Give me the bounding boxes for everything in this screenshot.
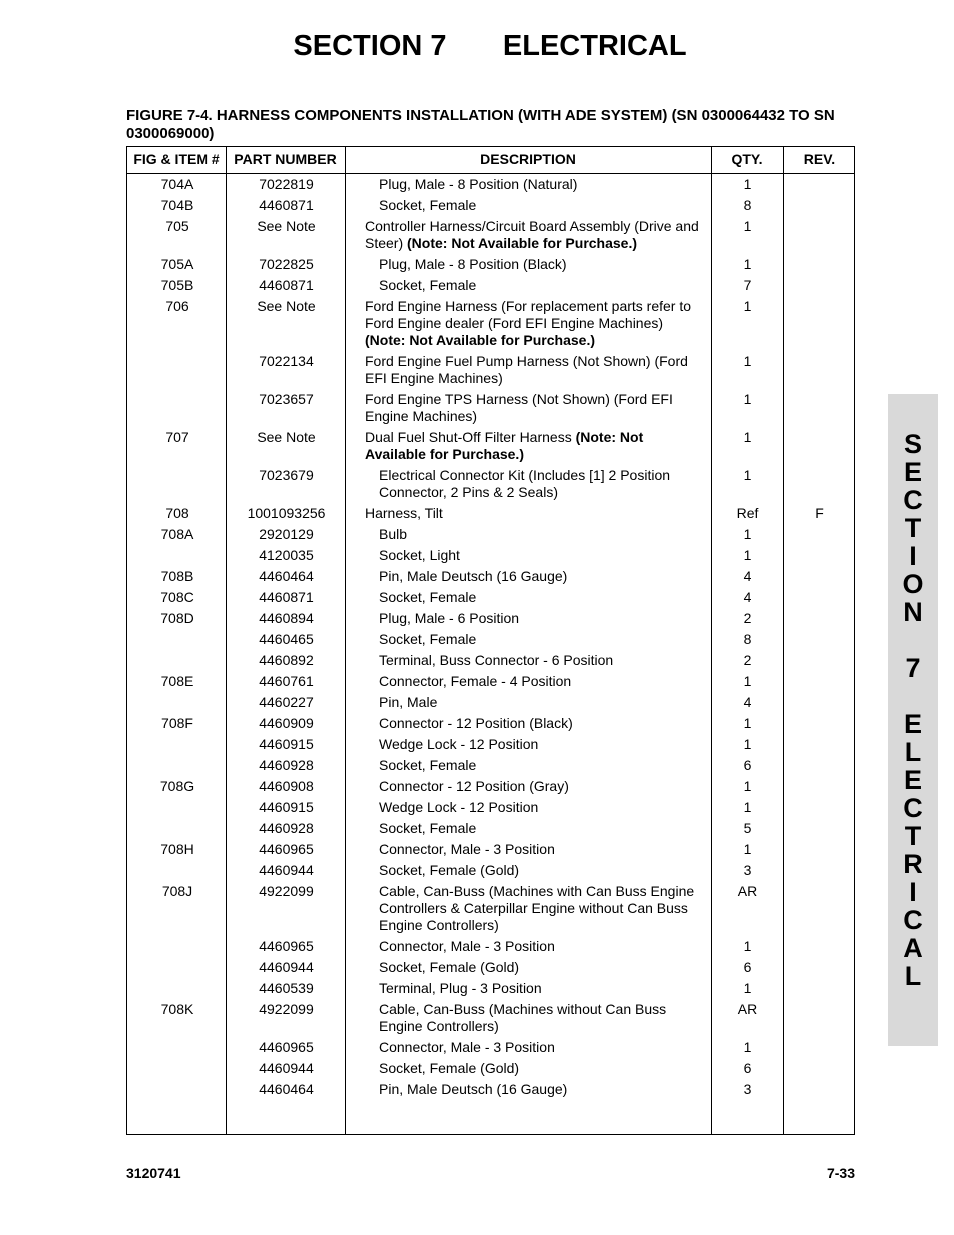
part-number-cell: See Note xyxy=(257,218,316,234)
table-row xyxy=(127,254,854,275)
table-row xyxy=(127,195,854,216)
description-text: Wedge Lock - 12 Position xyxy=(379,736,539,752)
description-text: Socket, Female xyxy=(379,589,477,605)
fig-item-cell: 708G xyxy=(159,778,195,794)
table-row xyxy=(127,713,854,734)
page-number: 7-33 xyxy=(826,1165,855,1181)
part-number-cell: 7022825 xyxy=(259,256,314,272)
table-row xyxy=(127,566,854,587)
fig-item-cell: 707 xyxy=(165,429,189,445)
table-row xyxy=(127,734,854,755)
side-tab-letter: E xyxy=(903,709,922,739)
description-text: Connector, Male - 3 Position xyxy=(379,938,555,954)
table-row xyxy=(127,1037,854,1058)
description-text: Ford Engine Harness (For replacement parts refer to Ford Engine dealer (Ford EFI Engine Machines) xyxy=(365,298,692,331)
qty-cell: 1 xyxy=(743,353,752,369)
description-text: Terminal, Plug - 3 Position xyxy=(379,980,542,996)
table-row xyxy=(127,999,854,1037)
table-row xyxy=(127,671,854,692)
qty-cell: 1 xyxy=(743,391,752,407)
fig-item-cell: 708H xyxy=(160,841,194,857)
part-number-cell: 4460944 xyxy=(259,959,314,975)
description-text: Bulb xyxy=(379,526,408,542)
description-cell xyxy=(379,673,709,690)
description-text: Terminal, Buss Connector - 6 Position xyxy=(379,652,614,668)
part-number-cell: 4460465 xyxy=(259,631,314,647)
part-number-cell: 4460965 xyxy=(259,1039,314,1055)
column-header-part-number: PART NUMBER xyxy=(234,151,337,167)
qty-cell: 4 xyxy=(743,694,752,710)
fig-item-cell: 708J xyxy=(161,883,193,899)
table-row xyxy=(127,545,854,566)
table-row xyxy=(127,755,854,776)
description-text: Connector - 12 Position (Black) xyxy=(379,715,573,731)
description-text: Electrical Connector Kit (Includes [1] 2 Position Connector, 2 Pins & 2 Seals) xyxy=(379,467,671,500)
description-cell xyxy=(365,505,707,522)
side-tab-letter: R xyxy=(903,849,923,879)
fig-item-cell: 708K xyxy=(160,1001,194,1017)
table-row xyxy=(127,524,854,545)
side-tab-letter: C xyxy=(903,485,923,515)
qty-cell: 4 xyxy=(743,568,752,584)
side-tab-letter: E xyxy=(903,765,922,795)
description-cell xyxy=(365,353,707,387)
side-tab-letter: E xyxy=(903,457,922,487)
qty-cell: 6 xyxy=(743,757,752,773)
section-title: SECTION 7 ELECTRICAL xyxy=(293,30,687,62)
description-cell xyxy=(379,631,709,648)
rev-cell: F xyxy=(815,505,824,521)
table-row xyxy=(127,978,854,999)
part-number-cell: 4922099 xyxy=(259,1001,314,1017)
description-cell xyxy=(379,959,709,976)
description-text: Connector - 12 Position (Gray) xyxy=(379,778,569,794)
table-row xyxy=(127,275,854,296)
figure-title: FIGURE 7-4. HARNESS COMPONENTS INSTALLATION (WITH ADE SYSTEM) (SN 0300064432 TO SN 0300069000) xyxy=(126,107,835,142)
side-tab-letter: 7 xyxy=(905,653,921,683)
table-row xyxy=(127,650,854,671)
description-cell xyxy=(379,526,709,543)
part-number-cell: 4460464 xyxy=(259,1081,314,1097)
part-number-cell: 4460894 xyxy=(259,610,314,626)
side-tab-letters xyxy=(888,430,938,990)
fig-item-cell: 708F xyxy=(161,715,193,731)
qty-cell: AR xyxy=(737,883,758,899)
fig-item-cell: 705 xyxy=(165,218,189,234)
table-row xyxy=(127,465,854,503)
description-text: Socket, Female xyxy=(379,197,477,213)
part-number-cell: 4460965 xyxy=(259,938,314,954)
table-row xyxy=(127,797,854,818)
description-cell xyxy=(379,1001,709,1035)
fig-item-cell: 706 xyxy=(165,298,189,314)
table-row xyxy=(127,860,854,881)
description-cell xyxy=(379,820,709,837)
part-number-cell: See Note xyxy=(257,429,316,445)
qty-cell: 3 xyxy=(743,1081,752,1097)
qty-cell: 7 xyxy=(743,277,752,293)
part-number-cell: 4460928 xyxy=(259,757,314,773)
table-row xyxy=(127,427,854,465)
qty-cell: 1 xyxy=(743,429,752,445)
description-cell xyxy=(379,862,709,879)
table-row xyxy=(127,936,854,957)
fig-item-cell: 708D xyxy=(160,610,194,626)
description-text: Ford Engine TPS Harness (Not Shown) (Ford EFI Engine Machines) xyxy=(365,391,673,424)
description-text: Socket, Light xyxy=(379,547,460,563)
table-row xyxy=(127,351,854,389)
table-body xyxy=(127,174,854,1100)
table-header xyxy=(127,147,854,174)
part-number-cell: 7022134 xyxy=(259,353,314,369)
description-cell xyxy=(379,547,709,564)
part-number-cell: 2920129 xyxy=(259,526,314,542)
qty-cell: 8 xyxy=(743,197,752,213)
part-number-cell: 4460944 xyxy=(259,862,314,878)
side-tab-letter: A xyxy=(903,933,923,963)
part-number-cell: 4460928 xyxy=(259,820,314,836)
description-cell xyxy=(365,391,707,425)
table-row xyxy=(127,1079,854,1100)
table-row xyxy=(127,839,854,860)
part-number-cell: 4460227 xyxy=(259,694,314,710)
part-number-cell: 7023679 xyxy=(259,467,314,483)
side-tab-letter xyxy=(888,626,938,654)
table-row xyxy=(127,174,854,195)
qty-cell: 1 xyxy=(743,715,752,731)
qty-cell: 1 xyxy=(743,841,752,857)
qty-cell: 1 xyxy=(743,736,752,752)
description-text: Wedge Lock - 12 Position xyxy=(379,799,539,815)
description-cell xyxy=(365,218,707,252)
description-text: Socket, Female (Gold) xyxy=(379,959,520,975)
qty-cell: 1 xyxy=(743,467,752,483)
qty-cell: 5 xyxy=(743,820,752,836)
description-text: Socket, Female (Gold) xyxy=(379,1060,520,1076)
qty-cell: 1 xyxy=(743,673,752,689)
description-text: Connector, Male - 3 Position xyxy=(379,841,555,857)
side-tab-letter: I xyxy=(909,541,917,571)
description-cell xyxy=(379,736,709,753)
table-row xyxy=(127,629,854,650)
description-cell xyxy=(379,1060,709,1077)
side-tab-letter: L xyxy=(904,737,922,767)
fig-item-cell: 704B xyxy=(160,197,194,213)
table-row xyxy=(127,1058,854,1079)
qty-cell: 1 xyxy=(743,980,752,996)
fig-item-cell: 705B xyxy=(160,277,194,293)
part-number-cell: 4460871 xyxy=(259,589,314,605)
table-row xyxy=(127,692,854,713)
qty-cell: 2 xyxy=(743,652,752,668)
description-cell xyxy=(379,694,709,711)
side-tab-letter: T xyxy=(904,513,922,543)
fig-item-cell: 704A xyxy=(160,176,194,192)
fig-item-cell: 708A xyxy=(160,526,194,542)
description-text: Connector, Male - 3 Position xyxy=(379,1039,555,1055)
part-number-cell: 4460915 xyxy=(259,799,314,815)
qty-cell: 2 xyxy=(743,610,752,626)
part-number-cell: 4460871 xyxy=(259,197,314,213)
description-cell xyxy=(379,1039,709,1056)
qty-cell: 1 xyxy=(743,218,752,234)
part-number-cell: See Note xyxy=(257,298,316,314)
qty-cell: 1 xyxy=(743,1039,752,1055)
qty-cell: 1 xyxy=(743,938,752,954)
fig-item-cell: 708 xyxy=(165,505,189,521)
fig-item-cell: 708B xyxy=(160,568,194,584)
side-tab-letter: I xyxy=(909,877,917,907)
part-number-cell: 4460871 xyxy=(259,277,314,293)
availability-note: (Note: Not Available for Purchase.) xyxy=(365,429,644,462)
part-number-cell: 4460908 xyxy=(259,778,314,794)
table-row xyxy=(127,608,854,629)
description-cell xyxy=(379,980,709,997)
description-text: Harness, Tilt xyxy=(365,505,443,521)
description-text: Pin, Male Deutsch (16 Gauge) xyxy=(379,1081,568,1097)
table-row xyxy=(127,296,854,351)
description-text: Pin, Male Deutsch (16 Gauge) xyxy=(379,568,568,584)
part-number-cell: 4460892 xyxy=(259,652,314,668)
description-cell xyxy=(379,467,709,501)
qty-cell: 6 xyxy=(743,959,752,975)
description-text: Pin, Male xyxy=(379,694,438,710)
part-number-cell: 4460965 xyxy=(259,841,314,857)
qty-cell: 1 xyxy=(743,176,752,192)
description-cell xyxy=(379,938,709,955)
side-tab-letter: T xyxy=(904,821,922,851)
description-text: Plug, Male - 8 Position (Black) xyxy=(379,256,567,272)
description-cell xyxy=(365,429,707,463)
qty-cell: 1 xyxy=(743,799,752,815)
document-number: 3120741 xyxy=(126,1165,181,1181)
description-text: Cable, Can-Buss (Machines without Can Buss Engine Controllers) xyxy=(379,1001,667,1034)
description-cell xyxy=(379,778,709,795)
description-cell xyxy=(379,757,709,774)
qty-cell: 1 xyxy=(743,256,752,272)
description-text: Plug, Male - 8 Position (Natural) xyxy=(379,176,578,192)
table-row xyxy=(127,216,854,254)
qty-cell: 6 xyxy=(743,1060,752,1076)
description-cell xyxy=(379,277,709,294)
description-cell xyxy=(379,197,709,214)
description-cell xyxy=(379,883,709,934)
description-text: Connector, Female - 4 Position xyxy=(379,673,572,689)
fig-item-cell: 705A xyxy=(160,256,194,272)
side-tab-letter: N xyxy=(903,597,923,627)
description-cell xyxy=(379,589,709,606)
part-number-cell: 4460909 xyxy=(259,715,314,731)
table-row xyxy=(127,881,854,936)
description-cell xyxy=(379,568,709,585)
table-row xyxy=(127,776,854,797)
part-number-cell: 4460915 xyxy=(259,736,314,752)
qty-cell: 8 xyxy=(743,631,752,647)
description-text: Ford Engine Fuel Pump Harness (Not Shown) (Ford EFI Engine Machines) xyxy=(365,353,688,386)
description-cell xyxy=(379,715,709,732)
column-header-fig-item: FIG & ITEM # xyxy=(133,151,220,167)
table-row xyxy=(127,957,854,978)
qty-cell: 1 xyxy=(743,526,752,542)
qty-cell: Ref xyxy=(736,505,759,521)
side-tab-letter: C xyxy=(903,905,923,935)
availability-note: (Note: Not Available for Purchase.) xyxy=(407,235,638,251)
qty-cell: 4 xyxy=(743,589,752,605)
description-cell xyxy=(379,1081,709,1098)
part-number-cell: 4460761 xyxy=(259,673,314,689)
description-cell xyxy=(379,841,709,858)
fig-item-cell: 708C xyxy=(160,589,194,605)
qty-cell: 1 xyxy=(743,298,752,314)
part-number-cell: 4460944 xyxy=(259,1060,314,1076)
description-text: Plug, Male - 6 Position xyxy=(379,610,520,626)
part-number-cell: 4460464 xyxy=(259,568,314,584)
part-number-cell: 7022819 xyxy=(259,176,314,192)
description-text: Socket, Female (Gold) xyxy=(379,862,520,878)
column-header-rev: REV. xyxy=(803,151,836,167)
table-row xyxy=(127,818,854,839)
description-cell xyxy=(379,799,709,816)
table-row xyxy=(127,587,854,608)
qty-cell: 3 xyxy=(743,862,752,878)
description-text: Socket, Female xyxy=(379,757,477,773)
qty-cell: AR xyxy=(737,1001,758,1017)
description-text: Socket, Female xyxy=(379,631,477,647)
side-tab-letter: O xyxy=(902,569,924,599)
parts-table xyxy=(126,146,855,1135)
side-tab-letter: L xyxy=(904,961,922,991)
table-row xyxy=(127,389,854,427)
side-tab-letter xyxy=(888,682,938,710)
description-text: Socket, Female xyxy=(379,820,477,836)
qty-cell: 1 xyxy=(743,778,752,794)
table-row xyxy=(127,503,854,524)
description-cell xyxy=(365,298,707,349)
part-number-cell: 1001093256 xyxy=(247,505,326,521)
part-number-cell: 4460539 xyxy=(259,980,314,996)
availability-note: (Note: Not Available for Purchase.) xyxy=(365,332,596,348)
side-tab-letter: C xyxy=(903,793,923,823)
description-text: Dual Fuel Shut-Off Filter Harness xyxy=(365,429,576,445)
description-cell xyxy=(379,256,709,273)
description-cell xyxy=(379,610,709,627)
column-header-description: DESCRIPTION xyxy=(480,151,576,167)
section-side-tab[interactable] xyxy=(888,394,938,1046)
description-text: Controller Harness/Circuit Board Assembly (Drive and Steer) xyxy=(365,218,699,251)
description-cell xyxy=(379,176,709,193)
description-text: Cable, Can-Buss (Machines with Can Buss Engine Controllers & Caterpillar Engine without Can Buss Engine Controllers) xyxy=(379,883,695,933)
fig-item-cell: 708E xyxy=(160,673,194,689)
description-cell xyxy=(379,652,709,669)
part-number-cell: 4120035 xyxy=(259,547,314,563)
part-number-cell: 7023657 xyxy=(259,391,314,407)
column-header-qty: QTY. xyxy=(731,151,763,167)
part-number-cell: 4922099 xyxy=(259,883,314,899)
side-tab-letter: S xyxy=(903,429,922,459)
qty-cell: 1 xyxy=(743,547,752,563)
description-text: Socket, Female xyxy=(379,277,477,293)
